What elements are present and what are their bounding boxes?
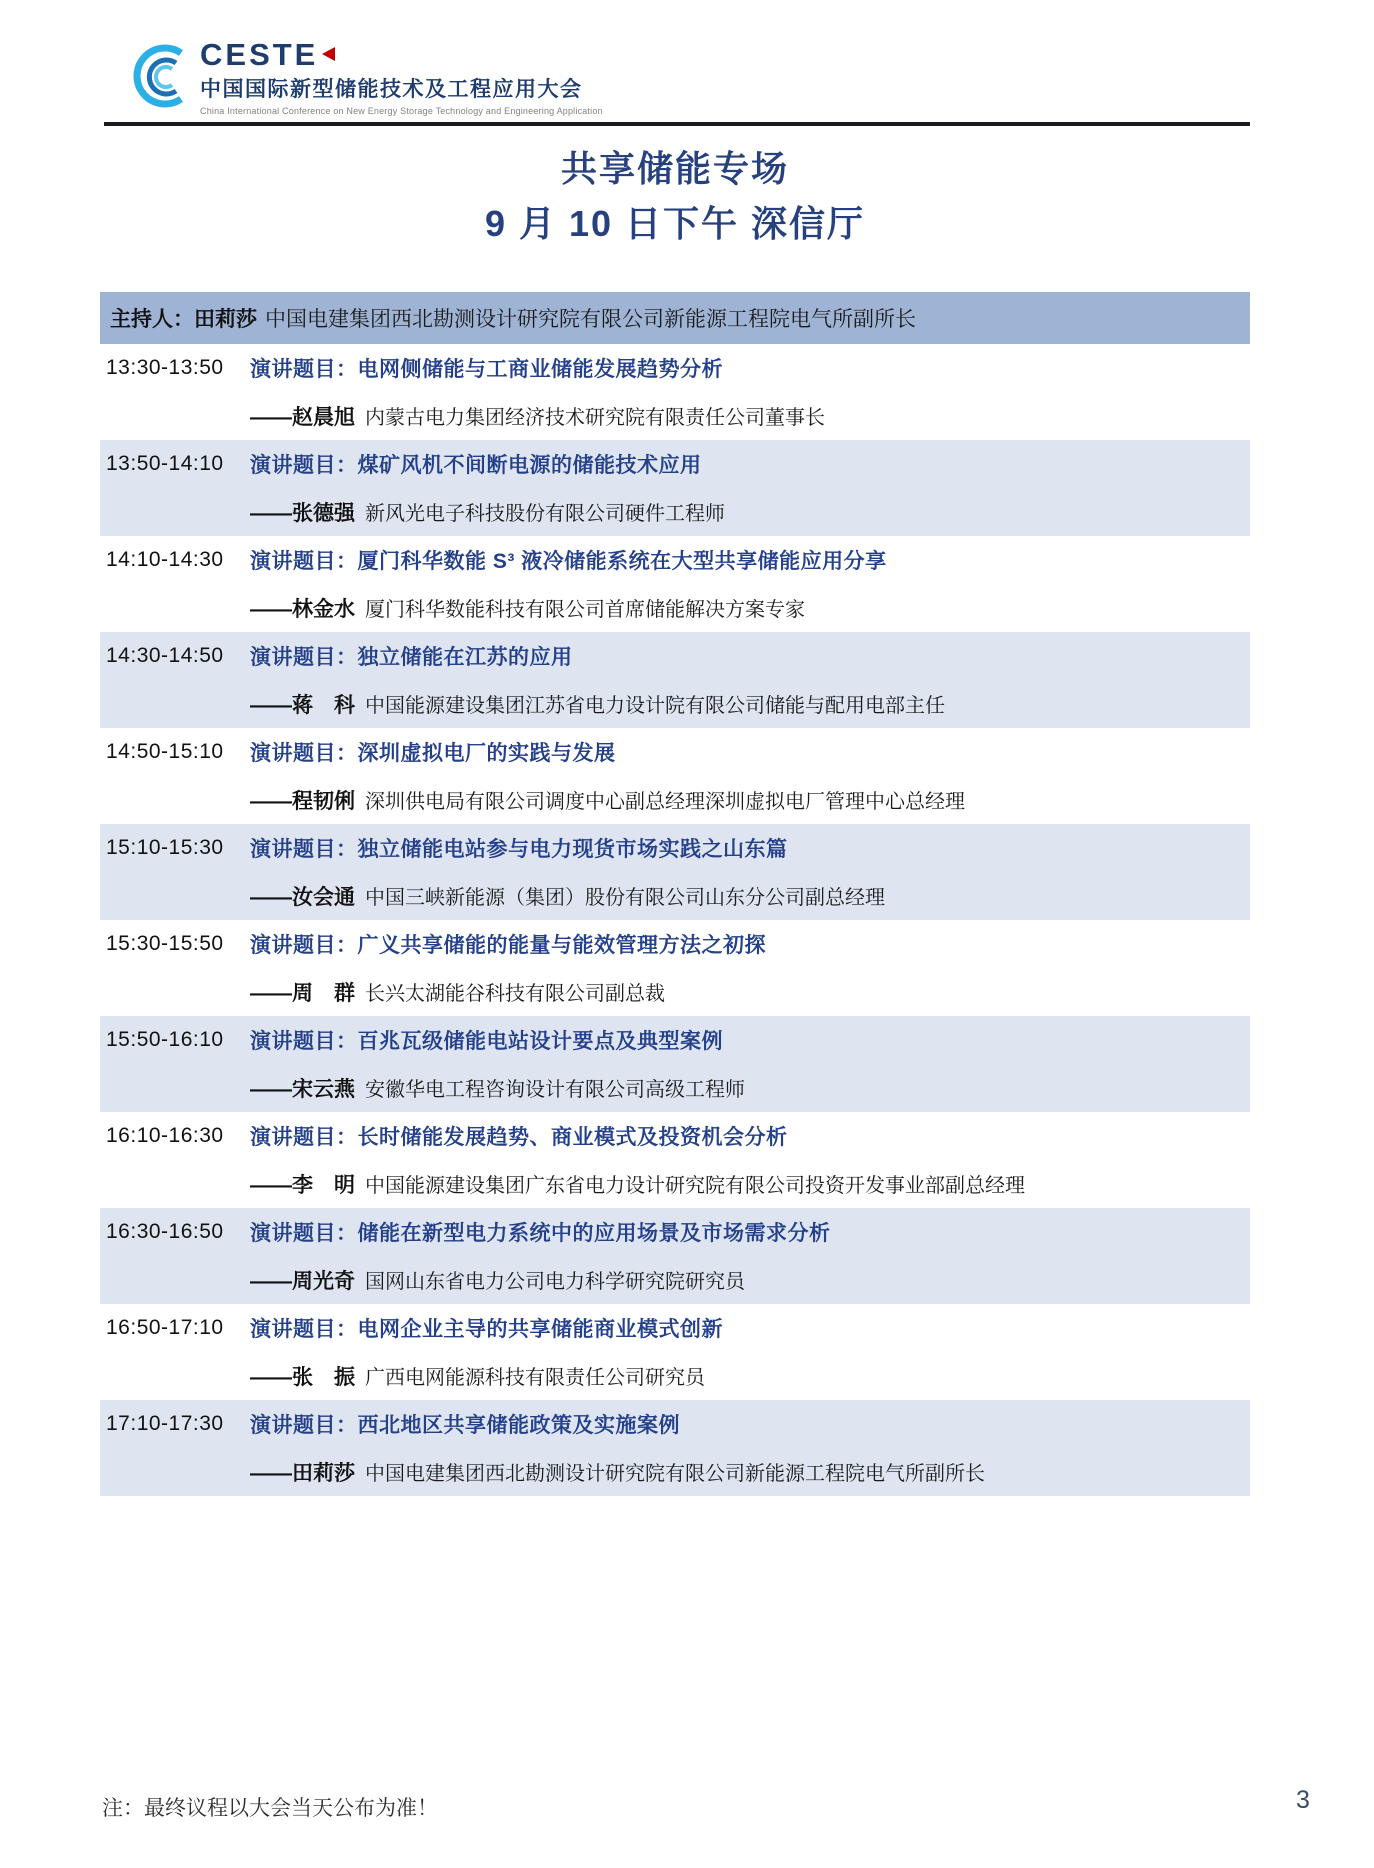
speaker-name: ——宋云燕: [250, 1078, 355, 1101]
speaker-affiliation: 新风光电子科技股份有限公司硬件工程师: [365, 503, 725, 525]
talk-title-prefix: 演讲题目：: [250, 1126, 358, 1149]
speaker-name: ——张德强: [250, 502, 355, 525]
speaker-dash: ——: [250, 790, 292, 813]
talk-title-prefix: 演讲题目：: [250, 358, 358, 381]
talk-title: [250, 545, 887, 575]
speaker-name: ——林金水: [250, 598, 355, 621]
talk-time: 17:10-17:30: [106, 1412, 224, 1435]
talk-title-text: 储能在新型电力系统中的应用场景及市场需求分析: [357, 1222, 831, 1245]
talk-speaker-row: [100, 1448, 1250, 1496]
talk-title-text: 西北地区共享储能政策及实施案例: [357, 1414, 680, 1437]
talk-title-text: 广义共享储能的能量与能效管理方法之初探: [357, 934, 766, 957]
talk-speaker-row: [100, 776, 1250, 824]
agenda-item: [100, 1112, 1250, 1208]
talk-title-text: 煤矿风机不间断电源的储能技术应用: [357, 454, 702, 477]
talk-speaker-row: [100, 1256, 1250, 1304]
header-divider: [104, 122, 1250, 126]
agenda-item: [100, 1016, 1250, 1112]
talk-time: 15:30-15:50: [106, 932, 224, 955]
talk-title-prefix: 演讲题目：: [250, 838, 358, 861]
talk-speaker-row: [100, 872, 1250, 920]
agenda-list: [100, 344, 1250, 1496]
agenda-item: [100, 344, 1250, 440]
logo-chinese-name: 中国国际新型储能技术及工程应用大会: [200, 78, 583, 101]
talk-title-text: 深圳虚拟电厂的实践与发展: [357, 742, 616, 765]
talk-speaker: [250, 1361, 705, 1391]
logo-english-name: China International Conference on New Energy Storage Technology and Engineering Application: [200, 106, 603, 116]
speaker-dash: ——: [250, 1462, 292, 1485]
speaker-name: ——张 振: [250, 1366, 355, 1389]
talk-title-row: [100, 536, 1250, 584]
talk-speaker-row: [100, 392, 1250, 440]
talk-title-prefix: 演讲题目：: [250, 550, 358, 573]
speaker-name: ——蒋 科: [250, 694, 355, 717]
speaker-affiliation: 中国能源建设集团江苏省电力设计院有限公司储能与配用电部主任: [365, 695, 945, 717]
talk-speaker: [250, 881, 885, 911]
talk-time: 16:10-16:30: [106, 1124, 224, 1147]
talk-title-row: [100, 728, 1250, 776]
talk-time: 14:30-14:50: [106, 644, 224, 667]
logo-red-arrow-icon: [322, 47, 335, 61]
talk-title-prefix: 演讲题目：: [250, 742, 358, 765]
agenda-item: [100, 824, 1250, 920]
talk-title-row: [100, 824, 1250, 872]
session-title: 共享储能专场: [560, 148, 789, 189]
talk-title-text: 百兆瓦级储能电站设计要点及典型案例: [357, 1030, 723, 1053]
talk-title-row: [100, 1208, 1250, 1256]
speaker-dash: ——: [250, 1270, 292, 1293]
talk-title-row: [100, 920, 1250, 968]
speaker-affiliation: 厦门科华数能科技有限公司首席储能解决方案专家: [365, 599, 805, 621]
speaker-affiliation: 中国能源建设集团广东省电力设计研究院有限公司投资开发事业部副总经理: [365, 1175, 1025, 1197]
agenda-item: [100, 1304, 1250, 1400]
speaker-affiliation: 深圳供电局有限公司调度中心副总经理深圳虚拟电厂管理中心总经理: [365, 791, 965, 813]
speaker-dash: ——: [250, 598, 292, 621]
talk-time: 14:10-14:30: [106, 548, 224, 571]
speaker-affiliation: 中国三峡新能源（集团）股份有限公司山东分公司副总经理: [365, 887, 885, 909]
talk-speaker: [250, 1169, 1025, 1199]
talk-speaker-row: [100, 488, 1250, 536]
talk-title-prefix: 演讲题目：: [250, 1318, 358, 1341]
talk-speaker-row: [100, 680, 1250, 728]
talk-speaker: [250, 977, 665, 1007]
talk-title-text: 独立储能在江苏的应用: [357, 646, 573, 669]
talk-speaker-row: [100, 1160, 1250, 1208]
talk-title-text: 独立储能电站参与电力现货市场实践之山东篇: [357, 838, 788, 861]
talk-title: [250, 1313, 723, 1343]
session-datetime-venue: 9 月 10 日下午 深信厅: [484, 203, 866, 244]
speaker-affiliation: 长兴太湖能谷科技有限公司副总裁: [365, 983, 665, 1005]
talk-title-row: [100, 1400, 1250, 1448]
agenda-item: [100, 1400, 1250, 1496]
talk-title-text: 长时储能发展趋势、商业模式及投资机会分析: [357, 1126, 788, 1149]
talk-title-text: 电网企业主导的共享储能商业模式创新: [357, 1318, 723, 1341]
talk-title-prefix: 演讲题目：: [250, 934, 358, 957]
agenda-item: [100, 728, 1250, 824]
speaker-affiliation: 国网山东省电力公司电力科学研究院研究员: [365, 1271, 745, 1293]
talk-title-prefix: 演讲题目：: [250, 1030, 358, 1053]
speaker-name: ——周 群: [250, 982, 355, 1005]
logo-brand: CESTE: [200, 36, 319, 72]
page-number: 3: [1296, 1786, 1310, 1814]
talk-time: 15:50-16:10: [106, 1028, 224, 1051]
talk-title-text: 电网侧储能与工商业储能发展趋势分析: [357, 358, 723, 381]
speaker-dash: ——: [250, 1078, 292, 1101]
speaker-name: ——田莉莎: [250, 1462, 355, 1485]
talk-title-prefix: 演讲题目：: [250, 646, 358, 669]
agenda-item: [100, 536, 1250, 632]
agenda-table: [100, 292, 1250, 1496]
talk-title: [250, 353, 723, 383]
talk-speaker: [250, 497, 725, 527]
speaker-affiliation: 中国电建集团西北勘测设计研究院有限公司新能源工程院电气所副所长: [365, 1463, 985, 1485]
logo-text-block: [200, 38, 603, 116]
talk-speaker-row: [100, 1352, 1250, 1400]
talk-title: [250, 641, 573, 671]
talk-title: [250, 449, 702, 479]
ceste-swirl-logo-icon: [126, 40, 190, 110]
speaker-name: ——周光奇: [250, 1270, 355, 1293]
talk-time: 16:50-17:10: [106, 1316, 224, 1339]
talk-time: 13:50-14:10: [106, 452, 224, 475]
talk-title-row: [100, 344, 1250, 392]
talk-speaker: [250, 1457, 985, 1487]
agenda-item: [100, 440, 1250, 536]
moderator-name: 主持人：田莉莎: [110, 308, 257, 331]
talk-title: [250, 737, 616, 767]
speaker-affiliation: 内蒙古电力集团经济技术研究院有限责任公司董事长: [365, 407, 825, 429]
talk-time: 14:50-15:10: [106, 740, 224, 763]
talk-title-prefix: 演讲题目：: [250, 1414, 358, 1437]
speaker-name: ——汝会通: [250, 886, 355, 909]
moderator-row: [100, 292, 1250, 344]
speaker-dash: ——: [250, 1366, 292, 1389]
speaker-dash: ——: [250, 982, 292, 1005]
agenda-item: [100, 632, 1250, 728]
talk-speaker-row: [100, 968, 1250, 1016]
talk-speaker: [250, 785, 965, 815]
talk-title-prefix: 演讲题目：: [250, 1222, 358, 1245]
talk-speaker: [250, 593, 805, 623]
talk-title-text: 厦门科华数能 S³ 液冷储能系统在大型共享储能应用分享: [357, 550, 887, 573]
speaker-dash: ——: [250, 886, 292, 909]
speaker-name: ——赵晨旭: [250, 406, 355, 429]
speaker-affiliation: 安徽华电工程咨询设计有限公司高级工程师: [365, 1079, 745, 1101]
talk-title-row: [100, 1016, 1250, 1064]
talk-speaker: [250, 1073, 745, 1103]
agenda-item: [100, 920, 1250, 1016]
talk-speaker: [250, 689, 945, 719]
speaker-affiliation: 广西电网能源科技有限责任公司研究员: [365, 1367, 705, 1389]
speaker-dash: ——: [250, 502, 292, 525]
footer-note: 注：最终议程以大会当天公布为准！: [102, 1797, 438, 1820]
talk-title: [250, 1121, 788, 1151]
speaker-dash: ——: [250, 694, 292, 717]
talk-speaker-row: [100, 1064, 1250, 1112]
agenda-item: [100, 1208, 1250, 1304]
talk-title: [250, 833, 788, 863]
talk-title-row: [100, 632, 1250, 680]
talk-time: 15:10-15:30: [106, 836, 224, 859]
talk-speaker-row: [100, 584, 1250, 632]
talk-speaker: [250, 401, 825, 431]
speaker-dash: ——: [250, 406, 292, 429]
talk-title: [250, 1025, 723, 1055]
speaker-dash: ——: [250, 1174, 292, 1197]
talk-title-row: [100, 440, 1250, 488]
talk-title-row: [100, 1304, 1250, 1352]
talk-title-prefix: 演讲题目：: [250, 454, 358, 477]
moderator-affiliation: 中国电建集团西北勘测设计研究院有限公司新能源工程院电气所副所长: [265, 308, 916, 331]
talk-title: [250, 1217, 831, 1247]
talk-time: 16:30-16:50: [106, 1220, 224, 1243]
talk-title-row: [100, 1112, 1250, 1160]
talk-time: 13:30-13:50: [106, 356, 224, 379]
speaker-name: ——李 明: [250, 1174, 355, 1197]
talk-speaker: [250, 1265, 745, 1295]
talk-title: [250, 1409, 680, 1439]
talk-title: [250, 929, 766, 959]
speaker-name: ——程韧俐: [250, 790, 355, 813]
